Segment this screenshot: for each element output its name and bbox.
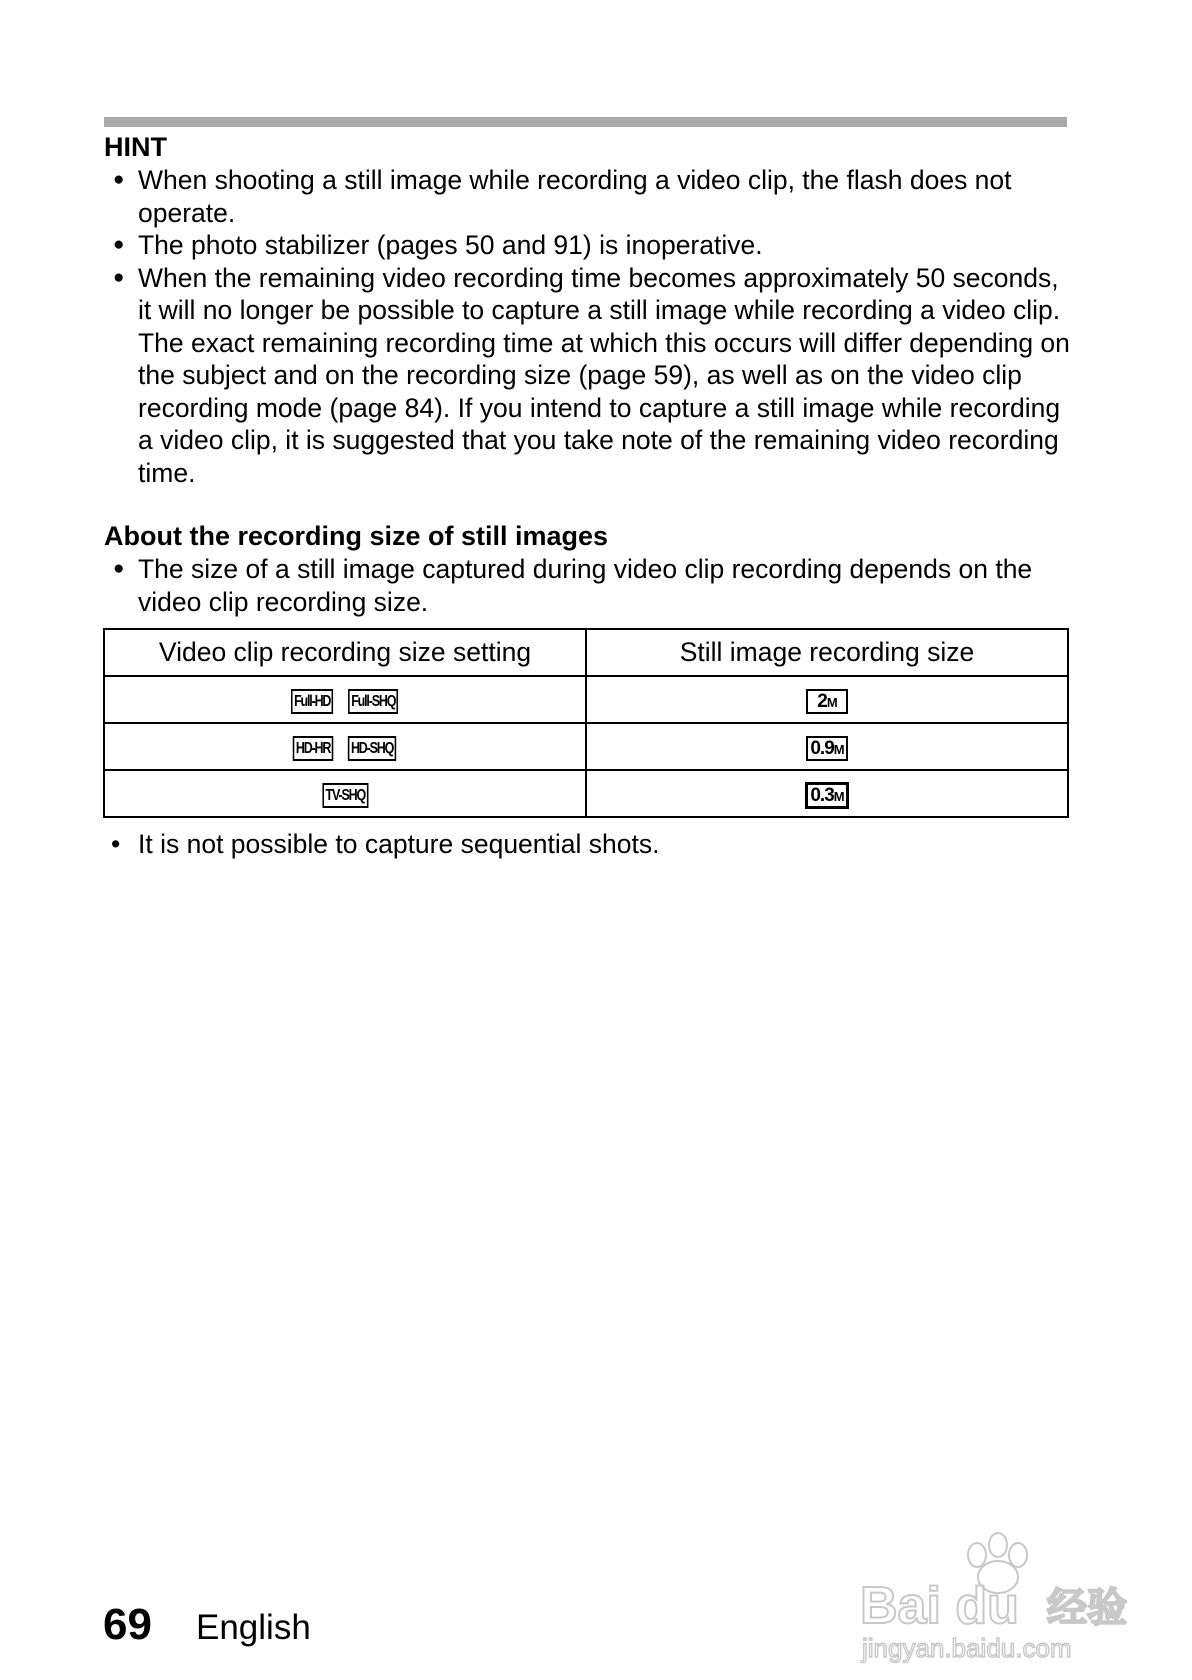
hint-bullet-1: ● When shooting a still image while recording a video clip, the flash does not operate. — [104, 164, 1074, 229]
full-shq-icon: Full-SHQ — [348, 689, 398, 714]
about-heading: About the recording size of still images — [104, 521, 609, 551]
watermark-brand: Bai du — [860, 1577, 1019, 1635]
still-size-unit: M — [833, 788, 844, 804]
table-header-row — [104, 629, 1068, 676]
page-number: 69 — [103, 1600, 152, 1649]
still-size-unit: M — [833, 741, 844, 757]
table-row — [104, 676, 1068, 723]
hint-list — [104, 164, 1074, 489]
hint-bullet-3: ● When the remaining video recording time becomes approximately 50 seconds, it will no longer be possible to capture a still image while recording a video clip. The exact remaining recording time at which this occurs will differ depending on the subject and on the recording size (page 59), as well as on the video clip recording mode (page 84). If you intend to capture a still image while recording a video clip, it is suggested that you take note of the remaining video recording time. — [104, 262, 1074, 490]
still-size-unit: M — [826, 694, 837, 710]
full-hd-icon: Full-HD — [291, 689, 333, 714]
note-text: It is not possible to capture sequential shots. — [138, 829, 660, 859]
still-size-cell — [586, 676, 1068, 723]
section-rule — [104, 117, 1067, 127]
about-list — [104, 553, 1074, 618]
hint-heading: HINT — [104, 132, 167, 162]
still-size-cell — [586, 723, 1068, 770]
video-size-cell — [104, 770, 586, 817]
still-0-9m-icon — [806, 736, 848, 761]
video-size-cell — [104, 723, 586, 770]
header-video-size: Video clip recording size setting — [104, 629, 586, 676]
watermark-url: jingyan.baidu.com — [862, 1633, 1072, 1663]
still-size-cell — [586, 770, 1068, 817]
hd-shq-icon: HD-SHQ — [347, 736, 395, 761]
about-bullet-1: ● The size of a still image captured during video clip recording depends on the video clip recording size. — [104, 553, 1074, 618]
tv-shq-icon: TV-SHQ — [322, 783, 368, 808]
still-size-number: 0.9 — [810, 737, 834, 759]
recording-size-table — [103, 628, 1069, 818]
still-size-number: 2 — [817, 690, 827, 712]
table-row — [104, 723, 1068, 770]
still-size-number: 0.3 — [810, 784, 834, 806]
watermark-cn: 经验 — [1047, 1586, 1127, 1630]
header-still-size: Still image recording size — [586, 629, 1068, 676]
video-size-cell — [104, 676, 586, 723]
hd-hr-icon: HD-HR — [293, 736, 334, 761]
page-language: English — [196, 1608, 311, 1647]
note-bullet: • — [111, 829, 121, 859]
still-2m-icon — [806, 689, 848, 714]
baidu-watermark — [852, 1515, 1132, 1665]
hint-bullet-2: ● The photo stabilizer (pages 50 and 91) is inoperative. — [104, 229, 1074, 262]
sequential-shots-note — [104, 828, 659, 860]
still-0-3m-icon — [805, 782, 849, 809]
table-row — [104, 770, 1068, 817]
